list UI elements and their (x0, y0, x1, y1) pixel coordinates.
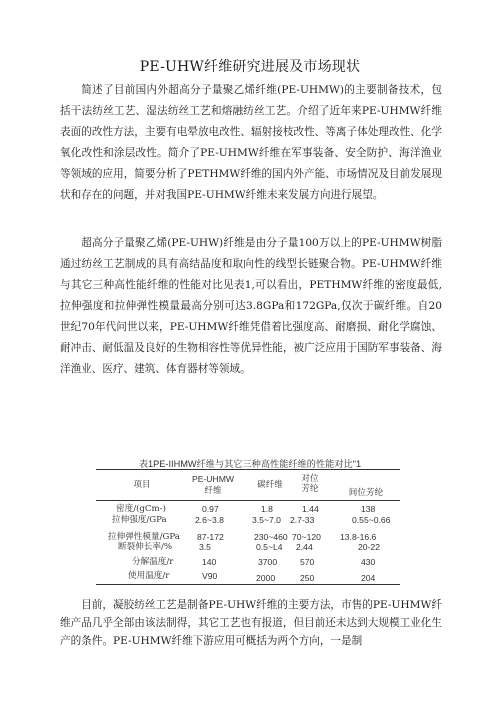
cell-strength-pe: 2.6~3.8 (195, 515, 224, 525)
abstract-paragraph: 简述了目前国内外超高分子量聚乙烯纤维(PE-UHMW)的主要制备技术，包括干法纺丝工艺、湿法纺丝工艺和熔融纺丝工艺。介绍了近年来PE-UHMW纤维表面的改性方法，主要有电晕放电改性、辐射接枝改性、等离子体处理改性、化学氧化改性和涂层改性。简介了PE-UHMW纤维在军事装备、安全防护、海洋渔业等领域的应用，简要分析了PETHMW纤维的国内外产能、市场情况及目前发展现状和存在的问题，并对我国PE-UHMW纤维未来发展方向进行展望。 (60, 84, 442, 201)
row-label-elongation: 断裂伸长率/% (118, 542, 173, 552)
cell-density-meta: 138 (361, 504, 376, 514)
cell-density-pe: 0.97 (202, 504, 219, 514)
row-label-service-temp: 使用温度/r (128, 571, 170, 581)
table-caption: 表1PE-IIHMW纤维与其它三种高性能纤维的性能对比"1 (138, 459, 362, 469)
header-para-aramid: 对位 (301, 474, 319, 484)
cell-modulus-carbon: 230~460 (254, 532, 288, 542)
cell-service-pe: V90 (202, 571, 218, 581)
cell-decomp-pe: 140 (202, 557, 217, 567)
cell-modulus-para: 70~120 (292, 532, 321, 542)
cell-modulus-pe: 87-172 (197, 532, 224, 542)
cell-elongation-meta: 20-22 (358, 542, 380, 552)
cell-service-meta: 204 (361, 573, 376, 583)
intro-paragraph: 超高分子量聚乙烯(PE-UHW)纤维是由分子量100万以上的PE-UHMW树脂通过纺丝工艺制成的具有高结晶度和取向性的线型长链聚合物。PE-UHMW纤维与其它三种高性能纤维的性能对比见表1,可以看出，PETHMW纤维的密度最低,拉伸强度和拉伸弹性模量最高分别可达3.8GPa和172GPa,仅次于碳纤维。自20世纪70年代问世以来，PE-UHMW纤维凭借着比强度高、耐磨损、耐化学腐蚀、耐冲击、耐低温及良好的生物相容性等优异性能，被广泛应用于国防军事装备、海洋渔业、医疗、建筑、体育器材等领域。 (60, 237, 442, 375)
cell-service-para: 250 (300, 573, 315, 583)
header-item: 项目 (133, 480, 151, 490)
header-meta-aramid: 间位芳纶 (348, 488, 384, 498)
row-label-tensile-strength: 拉伸强度/GPa (112, 515, 167, 525)
cell-elongation-pe: 3.5 (199, 542, 211, 552)
cell-service-carbon: 2000 (256, 573, 276, 583)
cell-strength-meta: 0.55~0.66 (352, 515, 391, 525)
cell-density-para: 1.44 (302, 504, 319, 514)
row-label-density: 密度/(gCm-) (116, 504, 166, 514)
header-pe-uhmw-sub: 纤维 (204, 486, 222, 496)
row-label-modulus: 拉伸弹性模量/GPa (108, 532, 180, 542)
cell-decomp-para: 570 (300, 557, 315, 567)
cell-decomp-meta: 430 (361, 557, 376, 567)
cell-decomp-carbon: 3700 (258, 557, 278, 567)
row-label-decomposition-temp: 分解温度/r (132, 557, 174, 567)
header-pe-uhmw: PE-UHMW (191, 474, 234, 484)
cell-strength-para: 2.7-33 (290, 515, 315, 525)
header-para-aramid-sub: 芳纶 (301, 484, 319, 494)
cell-elongation-carbon: 0.5~L4 (256, 542, 283, 552)
table-header-rule (96, 500, 400, 501)
page-title: PE-UHW纤维研究进展及市场现状 (139, 59, 361, 75)
table-top-rule (96, 469, 400, 470)
cell-modulus-meta: 13.8-16.6 (340, 532, 377, 542)
cell-elongation-para: 2.44 (296, 542, 313, 552)
closing-paragraph: 目前，凝胶纺丝工艺是制备PE-UHW纤维的主要方法，市售的PE-UHMW纤维产品几乎全部由该法制得，其它工艺也有报道，但目前还未达到大规模工业化生产的条件。PE-UHMW纤维下游应用可概括为两个方向，一是制 (60, 599, 442, 647)
table-bottom-rule (96, 584, 400, 585)
cell-strength-carbon: 3.5~7.0 (252, 515, 281, 525)
cell-density-carbon: 1.8 (261, 504, 273, 514)
header-carbon-fiber: 碳纤维 (257, 480, 283, 490)
